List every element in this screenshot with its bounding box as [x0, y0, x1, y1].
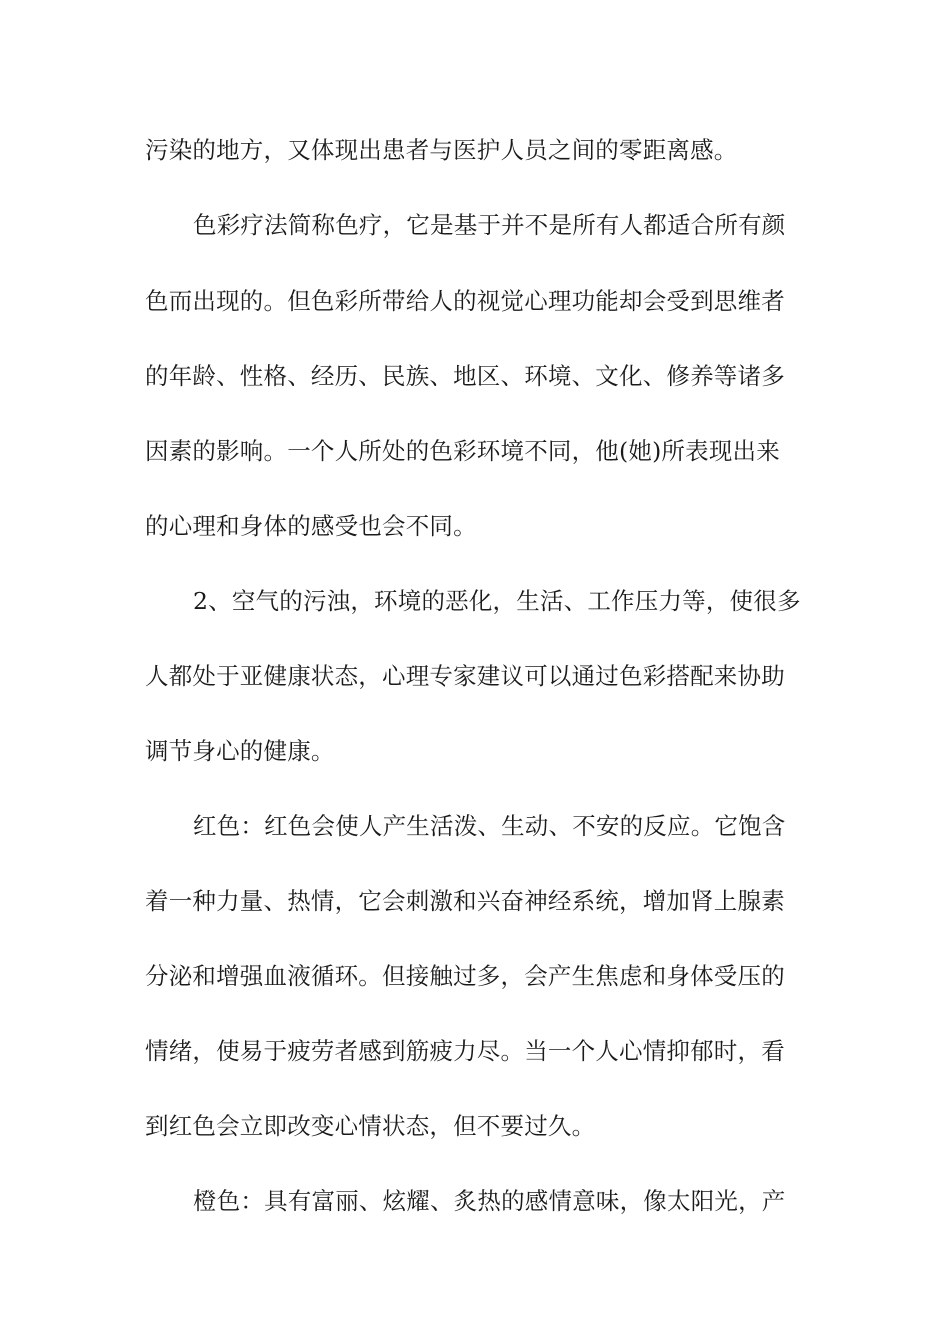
paragraph-first-line: 2、空气的污浊，环境的恶化，生活、工作压力等，使很多 [193, 587, 801, 615]
text-line: 到红色会立即改变心情状态，但不要过久。 [145, 1112, 596, 1140]
text-line: 人都处于亚健康状态，心理专家建议可以通过色彩搭配来协助 [145, 662, 785, 690]
paragraph-first-line: 红色：红色会使人产生活泼、生动、不安的反应。它饱含 [193, 812, 786, 840]
text-line: 分泌和增强血液循环。但接触过多，会产生焦虑和身体受压的 [145, 962, 785, 990]
text-line: 调节身心的健康。 [145, 737, 335, 765]
text-line: 色而出现的。但色彩所带给人的视觉心理功能却会受到思维者 [145, 287, 785, 315]
text-line: 情绪，使易于疲劳者感到筋疲力尽。当一个人心情抑郁时，看 [145, 1037, 785, 1065]
text-line: 的心理和身体的感受也会不同。 [145, 512, 477, 540]
paragraph-first-line: 橙色：具有富丽、炫耀、炙热的感情意味，像太阳光，产 [193, 1187, 786, 1215]
paragraph-first-line: 色彩疗法简称色疗，它是基于并不是所有人都适合所有颜 [193, 211, 786, 239]
text-line: 污染的地方，又体现出患者与医护人员之间的零距离感。 [145, 136, 738, 164]
text-line: 因素的影响。一个人所处的色彩环境不同，他(她)所表现出来 [145, 437, 780, 465]
text-line: 着一种力量、热情，它会刺激和兴奋神经系统，增加肾上腺素 [145, 887, 785, 915]
text-line: 的年龄、性格、经历、民族、地区、环境、文化、修养等诸多 [145, 362, 785, 390]
